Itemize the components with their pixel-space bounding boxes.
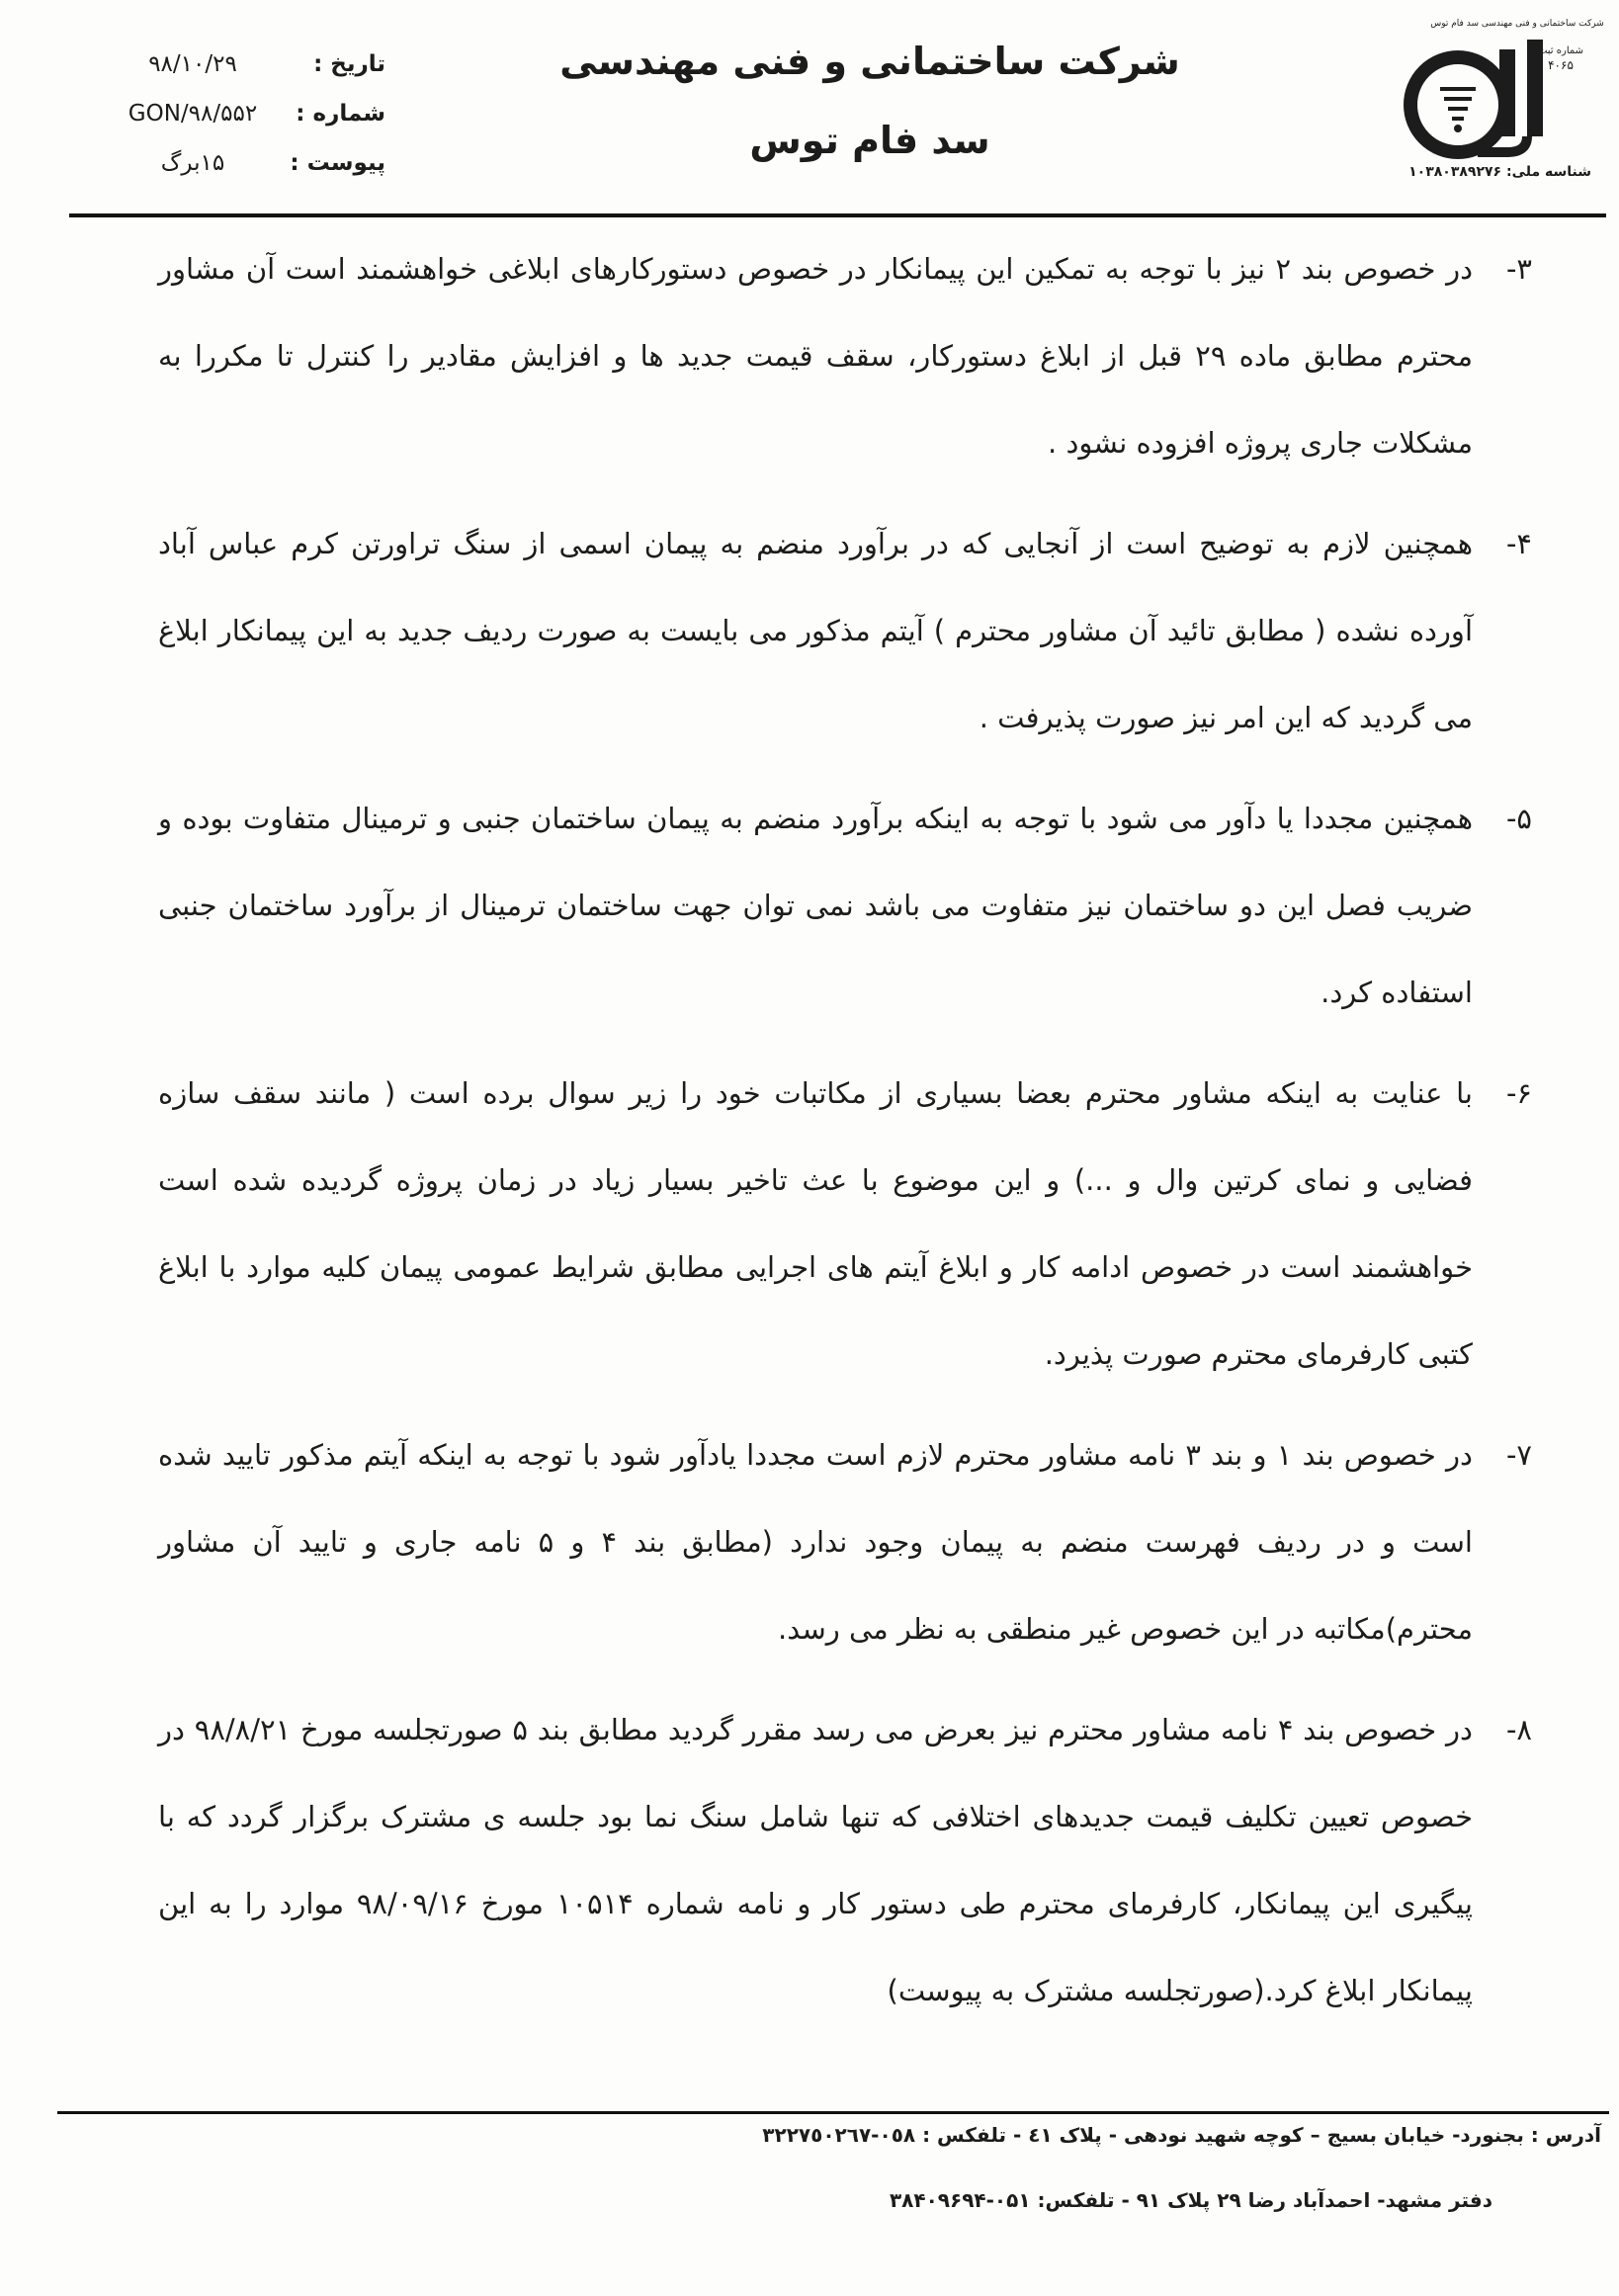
item-number: ۶- (1505, 1076, 1532, 1110)
item-text: همچنین لازم به توضیح است از آنجایی که در برآورد منضم به پیمان اسمی از سنگ تراورتن کرم عباس آباد آورده نشده ( مطابق تائید آن مشاور محترم ) آیتم مذکور می بایست به صورت ردیف جدید به این پیمانکار ابلاغ می گردید که این امر نیز صورت پذیرفت . (158, 527, 1473, 734)
item-text: همچنین مجددا یا دآور می شود با توجه به اینکه برآورد منضم به پیمان ساختمان جنبی و ترمینال متفاوت بوده و ضریب فصل این دو ساختمان نیز متفاوت می باشد نمی توان جهت ساختمان ترمینال از برآورد ساختمان جنبی استفاده کرد. (158, 802, 1473, 1009)
number-label: شماره : (296, 101, 385, 127)
item-number: ۵- (1505, 802, 1532, 835)
logo-emblem-icon (1379, 14, 1604, 162)
date-label: تاریخ : (313, 51, 385, 77)
item-number: ۴- (1505, 527, 1532, 560)
item-text: با عنایت به اینکه مشاور محترم بعضا بسیاری از مکاتبات خود را زیر سوال برده است ( مانند سقف سازه فضایی و نمای کرتین وال و ...) و این موضوع با عث تاخیر بسیار زیاد در زمان پروژه گردیده شده است خواهشمند است در خصوص ادامه کار و ابلاغ آیتم های اجرایی مطابق شرایط عمومی پیمان کلیه موارد با ابلاغ کتبی کارفرمای محترم صورت پذیرد. (158, 1076, 1473, 1371)
company-logo (1379, 14, 1604, 182)
company-name: شرکت ساختمانی و فنی مهندسی (559, 40, 1180, 83)
list-item-5 (158, 775, 1532, 1036)
footer-office: دفتر مشهد- احمدآباد رضا ۲۹ پلاک ۹۱ - تلفکس: ۰۵۱-۳۸۴۰۹۶۹۴ (889, 2188, 1492, 2212)
date-value: ۹۸/۱۰/۲۹ (148, 51, 237, 77)
logo-reg-label: شماره ثبت (1537, 45, 1584, 56)
date-row (109, 51, 385, 101)
number-row (109, 101, 385, 150)
attachment-label: پیوست : (290, 150, 385, 176)
logo-caption-top: شرکت ساختمانی و فنی مهندسی سد فام توس (1430, 19, 1604, 29)
attachment-value: ۱۵برگ (160, 150, 225, 176)
list-item-4 (158, 500, 1532, 761)
header-divider (69, 213, 1606, 217)
national-id: شناسه ملی: ۱۰۳۸۰۳۸۹۲۷۶ (1408, 164, 1591, 180)
item-text: در خصوص بند ۲ نیز با توجه به تمکین این پیمانکار در خصوص دستورکارهای ابلاغی خواهشمند است آن مشاور محترم مطابق ماده ۲۹ قبل از ابلاغ دستورکار، سقف قیمت جدید ها و افزایش مقادیر را کنترل تا مکررا به مشکلات جاری پروژه افزوده نشود . (158, 252, 1473, 460)
attachment-row (109, 150, 385, 200)
list-item-7 (158, 1411, 1532, 1672)
list-item-3 (158, 225, 1532, 486)
item-number: ۸- (1505, 1713, 1532, 1746)
item-number: ۷- (1505, 1438, 1532, 1472)
item-text: در خصوص بند ۴ نامه مشاور محترم نیز بعرض می رسد مقرر گردید مطابق بند ۵ صورتجلسه مورخ ۹۸/۸/۲۱ در خصوص تعیین تکلیف قیمت جدیدهای اختلافی که تنها شامل سنگ نما بود جلسه ی مشترک برگزار گردد که با پیگیری این پیمانکار، کارفرمای محترم طی دستور کار و نامه شماره ۱۰۵۱۴ مورخ ۹۸/۰۹/۱۶ موارد را به این پیمانکار ابلاغ کرد.(صورتجلسه مشترک به پیوست) (158, 1713, 1473, 2007)
footer-address: آدرس : بجنورد- خیابان بسیج – کوچه شهید نودهی - پلاک ٤١ - تلفکس : ٠٥٨-٣٢٢٧٥٠٢٦٧ (762, 2123, 1601, 2147)
logo-reg-number: ۴۰۶۵ (1548, 58, 1574, 72)
item-text: در خصوص بند ۱ و بند ۳ نامه مشاور محترم لازم است مجددا یادآور شود با توجه به اینکه آیتم مذکور تایید شده است و در ردیف فهرست منضم به پیمان وجود ندارد (مطابق بند ۴ و ۵ نامه جاری و تایید آن مشاور محترم)مکاتبه در این خصوص غیر منطقی به نظر می رسد. (158, 1438, 1473, 1646)
letter-meta (109, 51, 385, 200)
item-number: ۳- (1505, 252, 1532, 286)
list-item-6 (158, 1050, 1532, 1398)
list-item-8 (158, 1686, 1532, 2034)
company-name-secondary: سد فام توس (749, 119, 990, 162)
letter-body (158, 225, 1532, 2034)
number-value: GON/۹۸/۵۵۲ (128, 101, 258, 127)
